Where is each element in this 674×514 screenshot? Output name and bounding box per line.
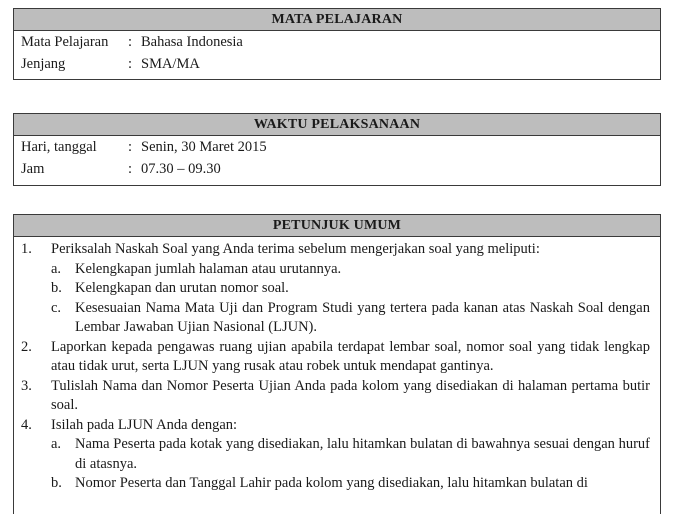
subitem-letter: b. — [51, 280, 62, 296]
subitem-letter: a. — [51, 436, 62, 452]
instruction-item — [14, 338, 650, 377]
subject-header: MATA PELAJARAN — [14, 9, 660, 31]
subitem-text: Kelengkapan dan urutan nomor soal. — [75, 280, 289, 296]
instruction-item — [14, 377, 650, 416]
instruction-subitem — [14, 435, 650, 474]
time-value: 07.30 – 09.30 — [141, 161, 221, 177]
subitem-letter: c. — [51, 299, 62, 316]
instruction-text: Tulislah Nama dan Nomor Peserta Ujian Anda pada kolom yang disediakan di halaman pertama butir soal. — [51, 377, 650, 413]
subitem-letter: a. — [51, 260, 62, 277]
instruction-text: Periksalah Naskah Soal yang Anda terima sebelum mengerjakan soal yang meliputi: — [51, 241, 540, 257]
subject-row — [14, 31, 660, 53]
instruction-item — [14, 240, 650, 260]
date-row — [14, 136, 660, 158]
instruction-number: 3. — [21, 377, 32, 394]
subject-box — [13, 8, 661, 80]
subitem-text: Nama Peserta pada kotak yang disediakan, lalu hitamkan bulatan di bawahnya sesuai dengan huruf di atasnya. — [75, 436, 650, 472]
instructions-list — [14, 237, 660, 494]
date-colon: : — [128, 139, 133, 155]
level-label: Jenjang — [21, 56, 66, 72]
instruction-text: Laporkan kepada pengawas ruang ujian apabila terdapat lembar soal, nomor soal yang tidak lengkap atau tidak urut, serta LJUN yang rusak atau robek untuk mendapat gantinya. — [51, 338, 650, 374]
schedule-box — [13, 113, 661, 186]
date-value: Senin, 30 Maret 2015 — [141, 139, 267, 155]
time-row — [14, 158, 660, 180]
instructions-box — [13, 214, 661, 514]
level-colon: : — [128, 56, 133, 72]
instruction-text: Isilah pada LJUN Anda dengan: — [51, 416, 238, 433]
instruction-number: 4. — [21, 416, 32, 433]
subitem-text: Kelengkapan jumlah halaman atau urutannya. — [75, 260, 342, 277]
subject-label: Mata Pelajaran — [21, 34, 109, 50]
instruction-subitem — [14, 299, 650, 338]
level-row — [14, 53, 660, 75]
subitem-text: Kesesuaian Nama Mata Uji dan Program Studi yang tertera pada kanan atas Naskah Soal dengan Lembar Jawaban Ujian Nasional (LJUN). — [75, 299, 650, 335]
level-value: SMA/MA — [141, 56, 200, 72]
instruction-number: 1. — [21, 241, 32, 257]
instructions-header: PETUNJUK UMUM — [14, 215, 660, 237]
instruction-item — [14, 416, 650, 436]
instruction-subitem — [14, 474, 650, 494]
instruction-number: 2. — [21, 338, 32, 355]
time-colon: : — [128, 161, 133, 177]
instruction-subitem — [14, 279, 650, 299]
time-label: Jam — [21, 161, 45, 177]
schedule-header: WAKTU PELAKSANAAN — [14, 114, 660, 136]
subject-value: Bahasa Indonesia — [141, 34, 243, 50]
instruction-subitem — [14, 260, 650, 280]
date-label: Hari, tanggal — [21, 139, 97, 155]
subject-colon: : — [128, 34, 133, 50]
subitem-text: Nomor Peserta dan Tanggal Lahir pada kolom yang disediakan, lalu hitamkan bulatan di — [75, 475, 588, 491]
subitem-letter: b. — [51, 475, 62, 491]
